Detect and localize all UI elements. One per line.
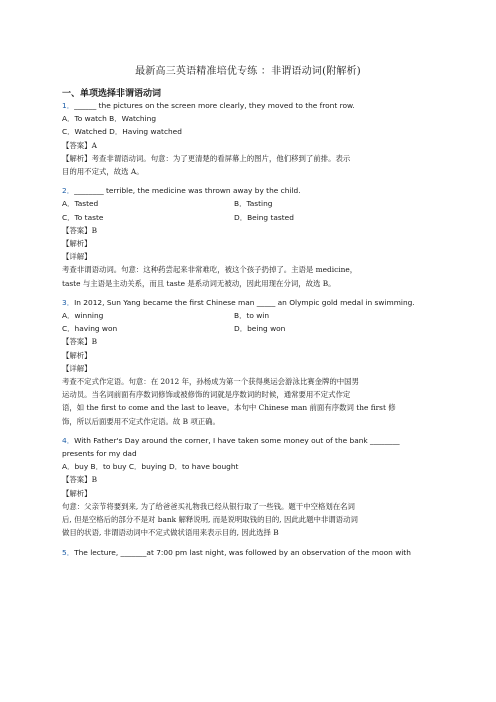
question-1-options-ab: A．To watch B．Watching (62, 114, 157, 124)
stem-text: The lecture, _______at 7:00 pm last night, was followed by an observation of the moon with (74, 547, 411, 557)
question-number: 2． (62, 186, 75, 196)
question-4-stem-continued: presents for my dad (62, 449, 137, 459)
question-3-options-ab (62, 309, 432, 322)
question-3-explanation-line: 考查不定式作定语。句意：在 2012 年，孙杨成为第一个获得奥运会游泳比赛金牌的中国男 (62, 377, 359, 387)
question-2-options-cd (62, 211, 432, 224)
question-1-options-cd: C．Watched D．Having watched (62, 127, 182, 137)
page-title: 最新高三英语精准培优专练 ：非谓语动词(附解析) (135, 66, 361, 77)
question-2-explanation-line: taste 与主语是主动关系，而且 taste 是系动词无被动，因此用现在分词，故选 B。 (62, 278, 336, 288)
question-number: 1． (62, 101, 75, 110)
question-number: 3． (62, 297, 75, 307)
question-2-answer: 【答案】B (62, 225, 97, 235)
option-b: B．Tasting (234, 199, 273, 209)
question-2-stem (62, 184, 432, 197)
question-1-explanation-line: 【解析】考查非谓语动词。句意：为了更清楚的看屏幕上的图片，他们移到了前排。表示 (62, 153, 351, 163)
option-b: B．to win (234, 311, 270, 321)
option-d: D．Being tasted (234, 212, 294, 222)
question-1-explanation-line: 目的用不定式，故选 A。 (62, 167, 144, 177)
question-3-detail-label: 【详解】 (62, 363, 92, 373)
question-2-explanation-line: 考查非谓语动词。句意：这种药尝起来非常难吃，被这个孩子扔掉了。主语是 medicine， (62, 265, 358, 275)
option-a: A．winning (62, 311, 104, 321)
question-3-analysis-label: 【解析】 (62, 350, 92, 360)
question-3-explanation-line: 语，如 the first to come and the last to leave。本句中 Chinese man 前面有序数词 the first 修 (62, 403, 396, 413)
question-number: 4． (62, 435, 75, 445)
question-2-analysis-label: 【解析】 (62, 239, 92, 249)
question-4-explanation-line: 做目的状语, 非谓语动词中不定式做状语用来表示目的, 因此选择 B (62, 528, 279, 538)
question-2-options-ab (62, 197, 432, 210)
question-3-options-cd (62, 322, 432, 335)
question-3-explanation-line: 运动员。当名词前面有序数词修饰或被修饰的词就是序数词的时候，通常要用不定式作定 (62, 390, 351, 400)
question-1-answer: 【答案】A (62, 140, 97, 150)
stem-text: ________ terrible, the medicine was thrown away by the child. (74, 186, 301, 196)
option-d: D．being won (234, 324, 286, 334)
section-heading: 一、单项选择非谓语动词 (62, 89, 162, 99)
question-4-analysis-label: 【解析】 (62, 488, 92, 498)
question-5-stem (62, 546, 432, 559)
question-number: 5． (62, 547, 75, 557)
question-3-answer: 【答案】B (62, 337, 97, 347)
question-list (62, 99, 432, 559)
stem-text: ______ the pictures on the screen more clearly, they moved to the front row. (74, 101, 355, 110)
question-2-detail-label: 【详解】 (62, 252, 92, 262)
question-4-stem (62, 434, 432, 447)
question-4-options: A．buy B．to buy C．buying D．to have bought (62, 462, 239, 472)
stem-text: In 2012, Sun Yang became the first Chinese man _____ an Olympic gold medal in swimming. (74, 297, 415, 307)
question-4-explanation-line: 后, 但是空格后的部分不是对 bank 解释说明, 而是说明取钱的目的, 因此此题中非谓语动词 (62, 515, 358, 525)
option-a: A．Tasted (62, 199, 99, 209)
question-4-answer: 【答案】B (62, 475, 97, 485)
question-1-stem (62, 99, 432, 112)
question-4-explanation-line: 句意：父亲节将要到来, 为了给爸爸买礼物我已经从银行取了一些钱。题干中空格划在名词 (62, 501, 355, 511)
option-c: C．having won (62, 324, 118, 334)
question-3-explanation-line: 饰，所以后面要用不定式作定语。故 B 项正确。 (62, 416, 220, 426)
option-c: C．To taste (62, 212, 104, 222)
question-3-stem (62, 296, 432, 309)
stem-text: With Father's Day around the corner, I have taken some money out of the bank ________ (74, 435, 400, 445)
